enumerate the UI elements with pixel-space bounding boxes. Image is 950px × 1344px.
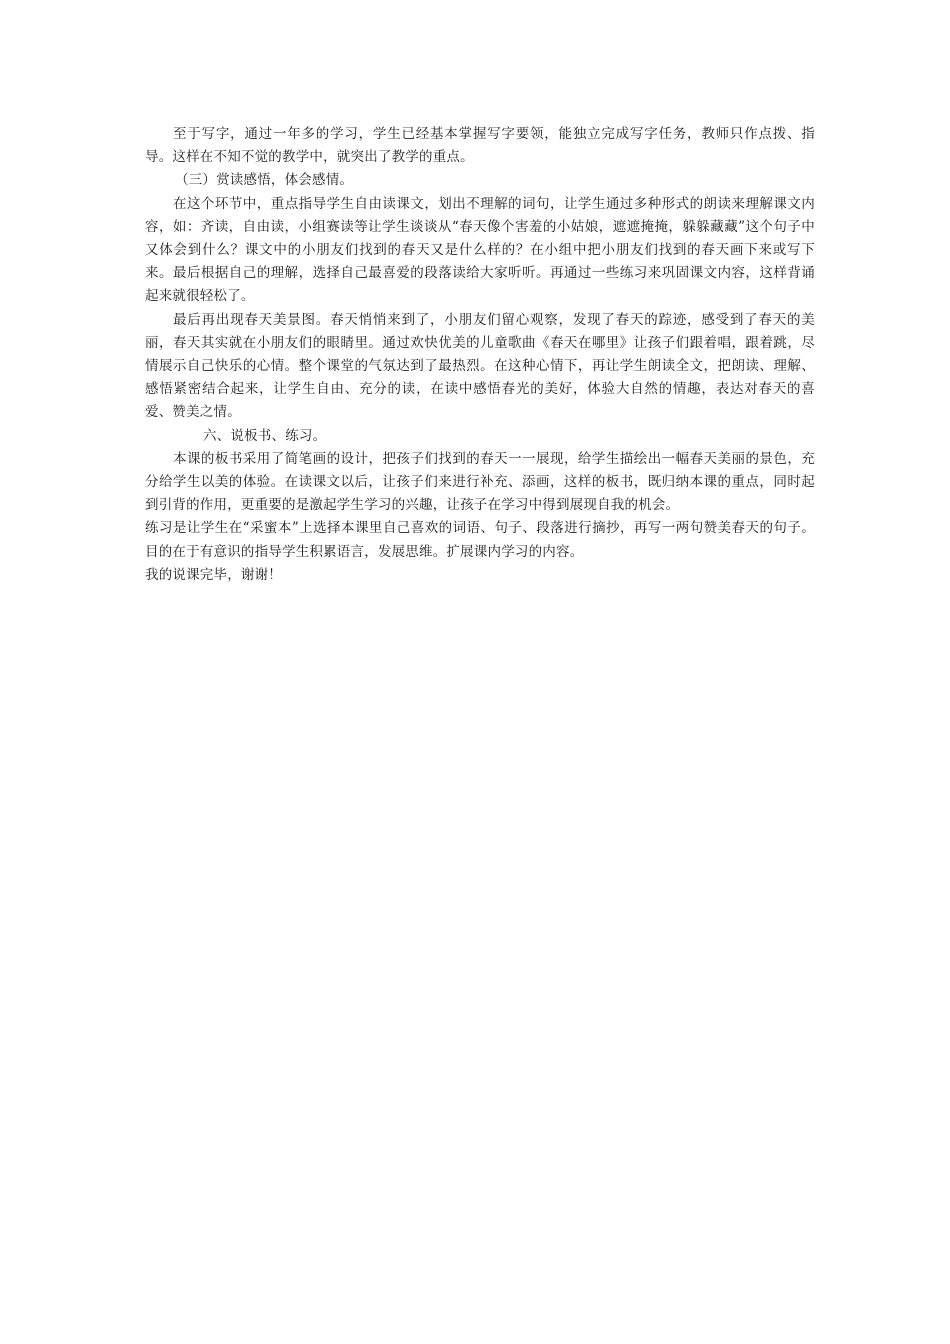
document-body xyxy=(145,123,815,587)
section-heading-blackboard: 六、说板书、练习。 xyxy=(203,427,327,444)
paragraph-exercises: 练习是让学生在“采蜜本”上选择本课里自己喜欢的词语、句子、段落进行摘抄，再写一两句赞美春天的句子。目的在于有意识的指导学生积累语言，发展思维。扩展课内学习的内容。 xyxy=(145,520,815,560)
paragraph-closing: 我的说课完毕，谢谢！ xyxy=(145,566,282,583)
paragraph-reading-guidance: 在这个环节中，重点指导学生自由读课文，划出不理解的词句，让学生通过多种形式的朗读来理解课文内容，如：齐读，自由读，小组赛读等让学生谈谈从“春天像个害羞的小姑娘，遮遮掩掩，躲躲藏藏”这个句子中又体会到什么？课文中的小朋友们找到的春天又是什么样的？在小组中把小朋友们找到的春天画下来或写下来。最后根据自己的理解，选择自己最喜爱的段落读给大家听听。再通过一些练习来巩固课文内容，这样背诵起来就很轻松了。 xyxy=(145,195,815,305)
paragraph-spring-scenery: 最后再出现春天美景图。春天悄悄来到了，小朋友们留心观察，发现了春天的踪迹，感受到了春天的美丽，春天其实就在小朋友们的眼睛里。通过欢快优美的儿童歌曲《春天在哪里》让孩子们跟着唱，跟着跳，尽情展示自己快乐的心情。整个课堂的气氛达到了最热烈。在这种心情下，再让学生朗读全文，把朗读、理解、感悟紧密结合起来，让学生自由、充分的读，在读中感悟春光的美好，体验大自然的情趣，表达对春天的喜爱、赞美之情。 xyxy=(145,311,815,421)
paragraph-writing-practice: 至于写字，通过一年多的学习，学生已经基本掌握写字要领，能独立完成写字任务，教师只作点拨、指导。这样在不知不觉的教学中，就突出了教学的重点。 xyxy=(145,126,815,166)
paragraph-blackboard-design: 本课的板书采用了简笔画的设计，把孩子们找到的春天一一展现，给学生描绘出一幅春天美丽的景色，充分给学生以美的体验。在读课文以后，让孩子们来进行补充、添画，这样的板书，既归纳本课的重点，同时起到引背的作用，更重要的是激起学生学习的兴趣，让孩子在学习中得到展现自我的机会。 xyxy=(145,450,815,514)
section-heading-appreciation: （三）赏读感悟，体会感情。 xyxy=(175,172,354,189)
